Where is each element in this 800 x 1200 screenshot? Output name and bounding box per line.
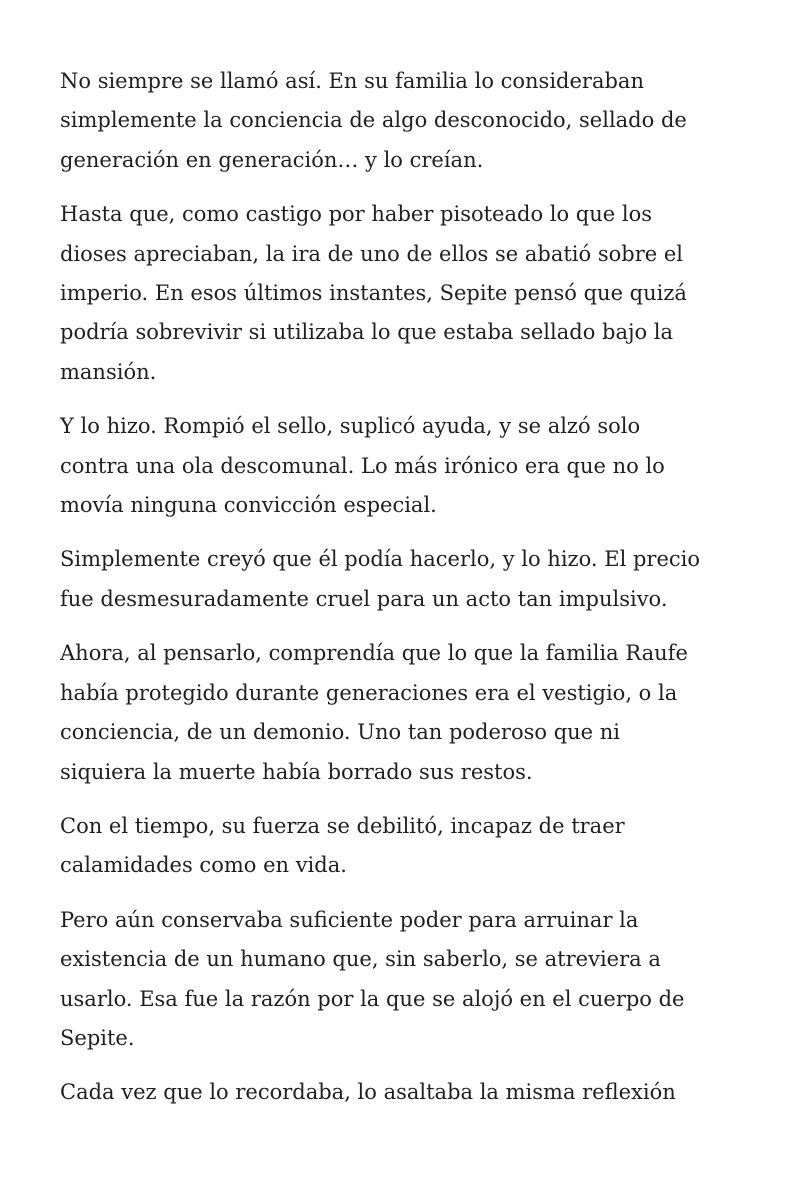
text-line: simplemente la conciencia de algo desconocido, sellado de <box>60 108 687 133</box>
text-line: dioses apreciaban, la ira de uno de ellos se abatió sobre el <box>60 241 683 266</box>
text-line: siquiera la muerte había borrado sus restos. <box>60 759 533 784</box>
text-line: Pero aún conservaba suficiente poder para arruinar la <box>60 907 639 932</box>
text-line: usarlo. Esa fue la razón por la que se alojó en el cuerpo de <box>60 986 685 1011</box>
text-line: No siempre se llamó así. En su familia lo consideraban <box>60 69 644 93</box>
text-line: movía ninguna convicción especial. <box>60 493 437 518</box>
text-line: Y lo hizo. Rompió el sello, suplicó ayuda, y se alzó solo <box>60 414 641 439</box>
text-line: Sepite. <box>60 1025 135 1050</box>
text-line: imperio. En esos últimos instantes, Sepite pensó que quizá <box>60 281 687 306</box>
paragraph-1 <box>60 62 750 180</box>
text-line: Simplemente creyó que él podía hacerlo, y lo hizo. El precio <box>60 547 700 572</box>
paragraph-8 <box>60 1073 750 1112</box>
paragraph-4 <box>60 540 750 619</box>
text-line: Cada vez que lo recordaba, lo asaltaba la misma reflexión <box>60 1080 676 1105</box>
paragraph-6 <box>60 807 750 886</box>
story-text <box>60 62 750 1113</box>
paragraph-7 <box>60 901 750 1059</box>
paragraph-3 <box>60 407 750 525</box>
text-line: podría sobrevivir si utilizaba lo que estaba sellado bajo la <box>60 320 674 345</box>
text-line: contra una ola descomunal. Lo más irónico era que no lo <box>60 453 665 478</box>
text-line: existencia de un humano que, sin saberlo, se atreviera a <box>60 947 661 972</box>
text-line: mansión. <box>60 359 157 384</box>
text-line: había protegido durante generaciones era el vestigio, o la <box>60 680 678 705</box>
text-line: conciencia, de un demonio. Uno tan poderoso que ni <box>60 720 621 745</box>
text-line: generación en generación… y lo creían. <box>60 147 484 172</box>
text-line: fue desmesuradamente cruel para un acto tan impulsivo. <box>60 586 668 611</box>
paragraph-2 <box>60 195 750 392</box>
text-line: calamidades como en vida. <box>60 853 347 878</box>
text-line: Con el tiempo, su fuerza se debilitó, incapaz de traer <box>60 813 625 838</box>
text-line: Ahora, al pensarlo, comprendía que lo que la familia Raufe <box>60 641 688 666</box>
paragraph-5 <box>60 634 750 792</box>
text-line: Hasta que, como castigo por haber pisoteado lo que los <box>60 202 652 227</box>
